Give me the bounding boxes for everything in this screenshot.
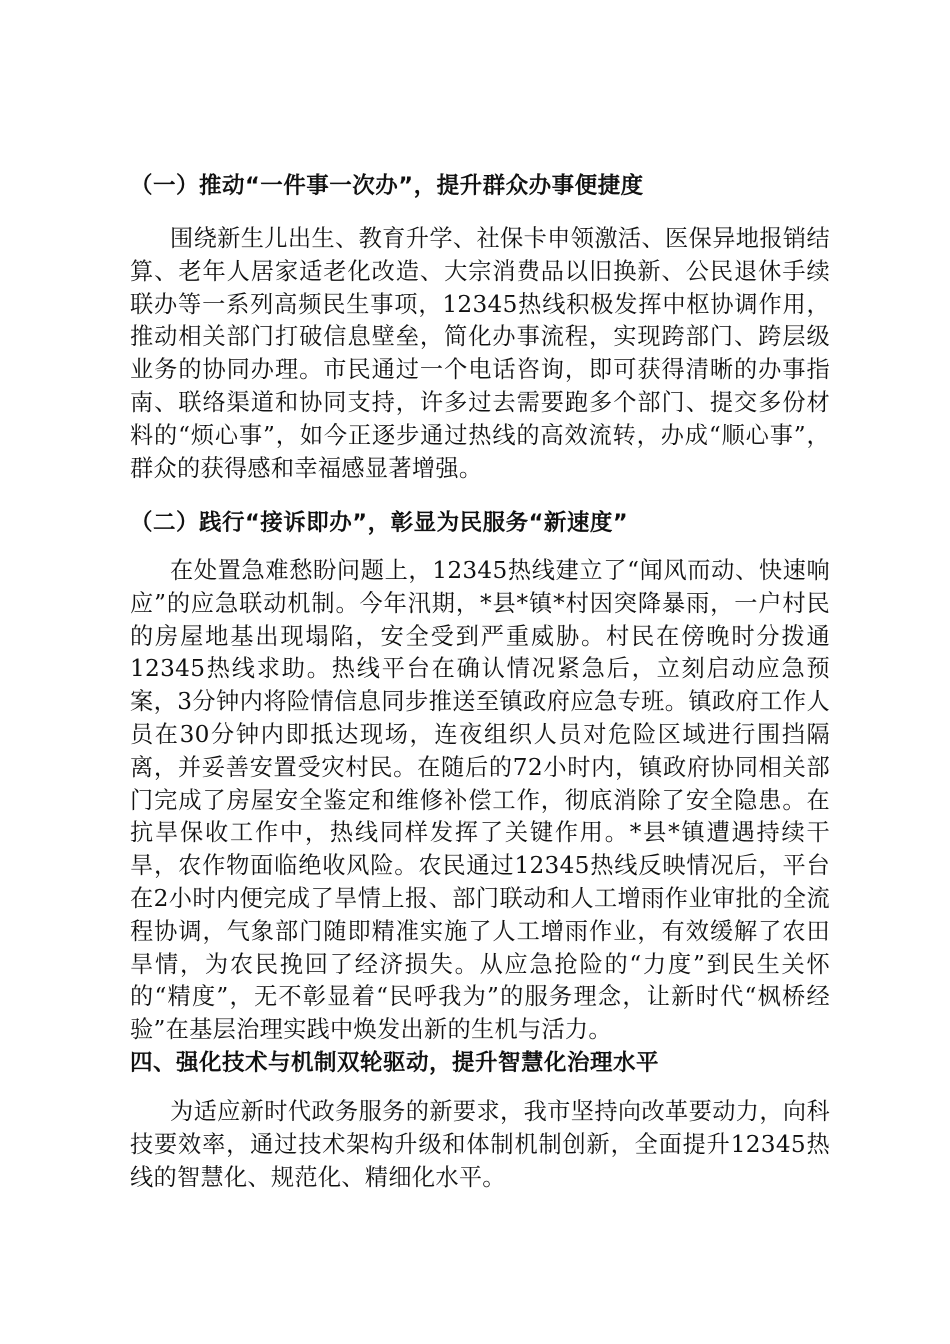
section-heading-1: （一）推动“一件事一次办”，提升群众办事便捷度 <box>130 173 644 199</box>
section-paragraph-2: 在处置急难愁盼问题上，12345热线建立了“闻风而动、快速响应”的应急联动机制。今年汛期，*县*镇*村因突降暴雨，一户村民的房屋地基出现塌陷，安全受到严重威胁。村民在傍晚时分拨通12345热线求助。热线平台在确认情况紧急后，立刻启动应急预案，3分钟内将险情信息同步推送至镇政府应急专班。镇政府工作人员在30分钟内即抵达现场，连夜组织人员对危险区域进行围挡隔离，并妥善安置受灾村民。在随后的72小时内，镇政府协同相关部门完成了房屋安全鉴定和维修补偿工作，彻底消除了安全隐患。在抗旱保收工作中，热线同样发挥了关键作用。*县*镇遭遇持续干旱，农作物面临绝收风险。农民通过12345热线反映情况后，平台在2小时内便完成了旱情上报、部门联动和人工增雨作业审批的全流程协调，气象部门随即精准实施了人工增雨作业，有效缓解了农田旱情，为农民挽回了经济损失。从应急抢险的“力度”到民生关怀的“精度”，无不彰显着“民呼我为”的服务理念，让新时代“枫桥经验”在基层治理实践中焕发出新的生机与活力。 <box>130 557 830 1044</box>
section-paragraph-3: 为适应新时代政务服务的新要求，我市坚持向改革要动力，向科技要效率，通过技术架构升级和体制机制创新，全面提升12345热线的智慧化、规范化、精细化水平。 <box>130 1098 830 1191</box>
section-heading-3: 四、强化技术与机制双轮驱动，提升智慧化治理水平 <box>130 1050 660 1076</box>
section-heading-2: （二）践行“接诉即办”，彰显为民服务“新速度” <box>130 510 629 536</box>
section-paragraph-1: 围绕新生儿出生、教育升学、社保卡申领激活、医保异地报销结算、老年人居家适老化改造、大宗消费品以旧换新、公民退休手续联办等一系列高频民生事项，12345热线积极发挥中枢协调作用，推动相关部门打破信息壁垒，简化办事流程，实现跨部门、跨层级业务的协同办理。市民通过一个电话咨询，即可获得清晰的办事指南、联络渠道和协同支持，许多过去需要跑多个部门、提交多份材料的“烦心事”，如今正逐步通过热线的高效流转，办成“顺心事”，群众的获得感和幸福感显著增强。 <box>130 225 830 482</box>
